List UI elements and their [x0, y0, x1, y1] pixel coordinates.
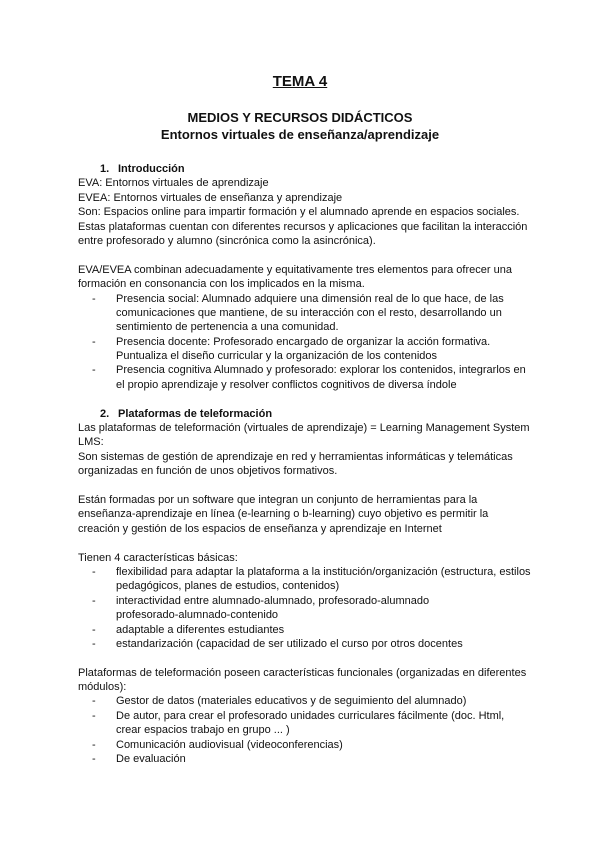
list-item-text: adaptable a diferentes estudiantes [116, 623, 285, 636]
list-item-cont: comunicaciones que mantiene, de su interacción con el resto, desarrollando un [116, 306, 502, 319]
list-item-cont: Puntualiza el diseño curricular y la organización de los contenidos [116, 350, 438, 363]
list-item-text: Comunicación audiovisual (videoconferencias) [116, 738, 343, 751]
list-item [78, 565, 548, 579]
list-item-text: Presencia cognitiva Alumnado y profesorado: explorar los contenidos, integrarlos en [116, 364, 526, 377]
bullet-dash: - [92, 335, 96, 348]
list-item-text: flexibilidad para adaptar la plataforma a la institución/organización (estructura, estilos [116, 565, 531, 578]
list-item [78, 335, 548, 349]
bullet-dash: - [92, 738, 96, 751]
paragraph-line: organizadas en función de unos objetivos formativos. [78, 465, 338, 478]
section-heading-text: Plataformas de teleformación [118, 407, 273, 420]
paragraph-line: módulos): [78, 681, 127, 694]
list-item-text: Presencia docente: Profesorado encargado de organizar la acción formativa. [116, 335, 491, 348]
document-body [78, 162, 548, 766]
document-subtitle: MEDIOS Y RECURSOS DIDÁCTICOS [187, 110, 413, 125]
paragraph-line: entre profesorado y alumno (sincrónica como la asincrónica). [78, 234, 376, 247]
section-number: 1. [100, 163, 110, 175]
section-number: 2. [100, 407, 110, 420]
list-item [78, 637, 548, 651]
bullet-dash: - [92, 292, 96, 305]
paragraph-line: EVEA: Entornos virtuales de enseñanza y aprendizaje [78, 191, 343, 204]
list-item-cont: pedagógicos, planes de estudios, contenidos) [116, 580, 340, 593]
bullet-dash: - [92, 753, 96, 766]
document-subtitle-2: Entornos virtuales de enseñanza/aprendizaje [160, 127, 440, 142]
bullet-dash: - [92, 709, 96, 722]
bullet-dash: - [92, 565, 96, 578]
list-item [78, 363, 548, 377]
paragraph-line: creación y gestión de los espacios de enseñanza y aprendizaje en Internet [78, 522, 442, 535]
paragraph-line: Están formadas por un software que integran un conjunto de herramientas para la [78, 493, 478, 506]
section-heading-introduccion [78, 162, 548, 176]
bullet-dash: - [92, 623, 96, 636]
paragraph-line: Plataformas de teleformación poseen características funcionales (organizadas en diferentes [78, 666, 527, 679]
list-item-cont: sentimiento de pertenencia a una comunidad. [116, 321, 339, 334]
paragraph-line: EVA/EVEA combinan adecuadamente y equitativamente tres elementos para ofrecer una [78, 263, 512, 276]
paragraph-line: LMS: [78, 436, 104, 449]
bullet-dash: - [92, 637, 96, 650]
list-item-text: Presencia social: Alumnado adquiere una dimensión real de lo que hace, de las [116, 292, 504, 305]
list-item-cont: crear espacios trabajo en grupo ... ) [116, 724, 290, 737]
list-item-text: Gestor de datos (materiales educativos y de seguimiento del alumnado) [116, 695, 467, 708]
list-item-text: interactividad entre alumnado-alumnado, profesorado-alumnado [116, 594, 430, 607]
document-title: TEMA 4 [272, 73, 328, 90]
section-heading-text: Introducción [118, 163, 185, 175]
list-item-cont: el propio aprendizaje y resolver conflictos cognitivos de diversa índole [116, 378, 457, 391]
list-item [78, 752, 548, 766]
list-item-text: estandarización (capacidad de ser utilizado el curso por otros docentes [116, 637, 463, 650]
bullet-dash: - [92, 364, 96, 377]
list-item-text: De evaluación [116, 753, 186, 766]
list-item [78, 292, 548, 306]
paragraph-line: Son sistemas de gestión de aprendizaje en red y herramientas informáticas y telemáticas [78, 450, 513, 463]
list-item-text: De autor, para crear el profesorado unidades curriculares fácilmente (doc. Html, [116, 709, 505, 722]
paragraph-line: EVA: Entornos virtuales de aprendizaje [78, 177, 269, 190]
paragraph-line: Son: Espacios online para impartir formación y el alumnado aprende en espacios sociales. [78, 206, 520, 219]
list-item-cont: profesorado-alumnado-contenido [116, 609, 279, 622]
paragraph-line: enseñanza-aprendizaje en línea (e-learning o b-learning) cuyo objetivo es permitir la [78, 508, 489, 521]
list-item [78, 738, 548, 752]
bullet-dash: - [92, 594, 96, 607]
section-heading-plataformas [78, 407, 548, 421]
paragraph-line: Las plataformas de teleformación (virtuales de aprendizaje) = Learning Management System [78, 422, 530, 435]
paragraph-line: formación en consonancia con los implicados en la misma. [78, 278, 365, 291]
paragraph-line: Estas plataformas cuentan con diferentes recursos y aplicaciones que facilitan la interacción [78, 220, 528, 233]
list-item [78, 694, 548, 708]
list-item [78, 594, 548, 608]
list-item [78, 709, 548, 723]
list-item [78, 623, 548, 637]
bullet-dash: - [92, 695, 96, 708]
paragraph-line: Tienen 4 características básicas: [78, 551, 238, 564]
